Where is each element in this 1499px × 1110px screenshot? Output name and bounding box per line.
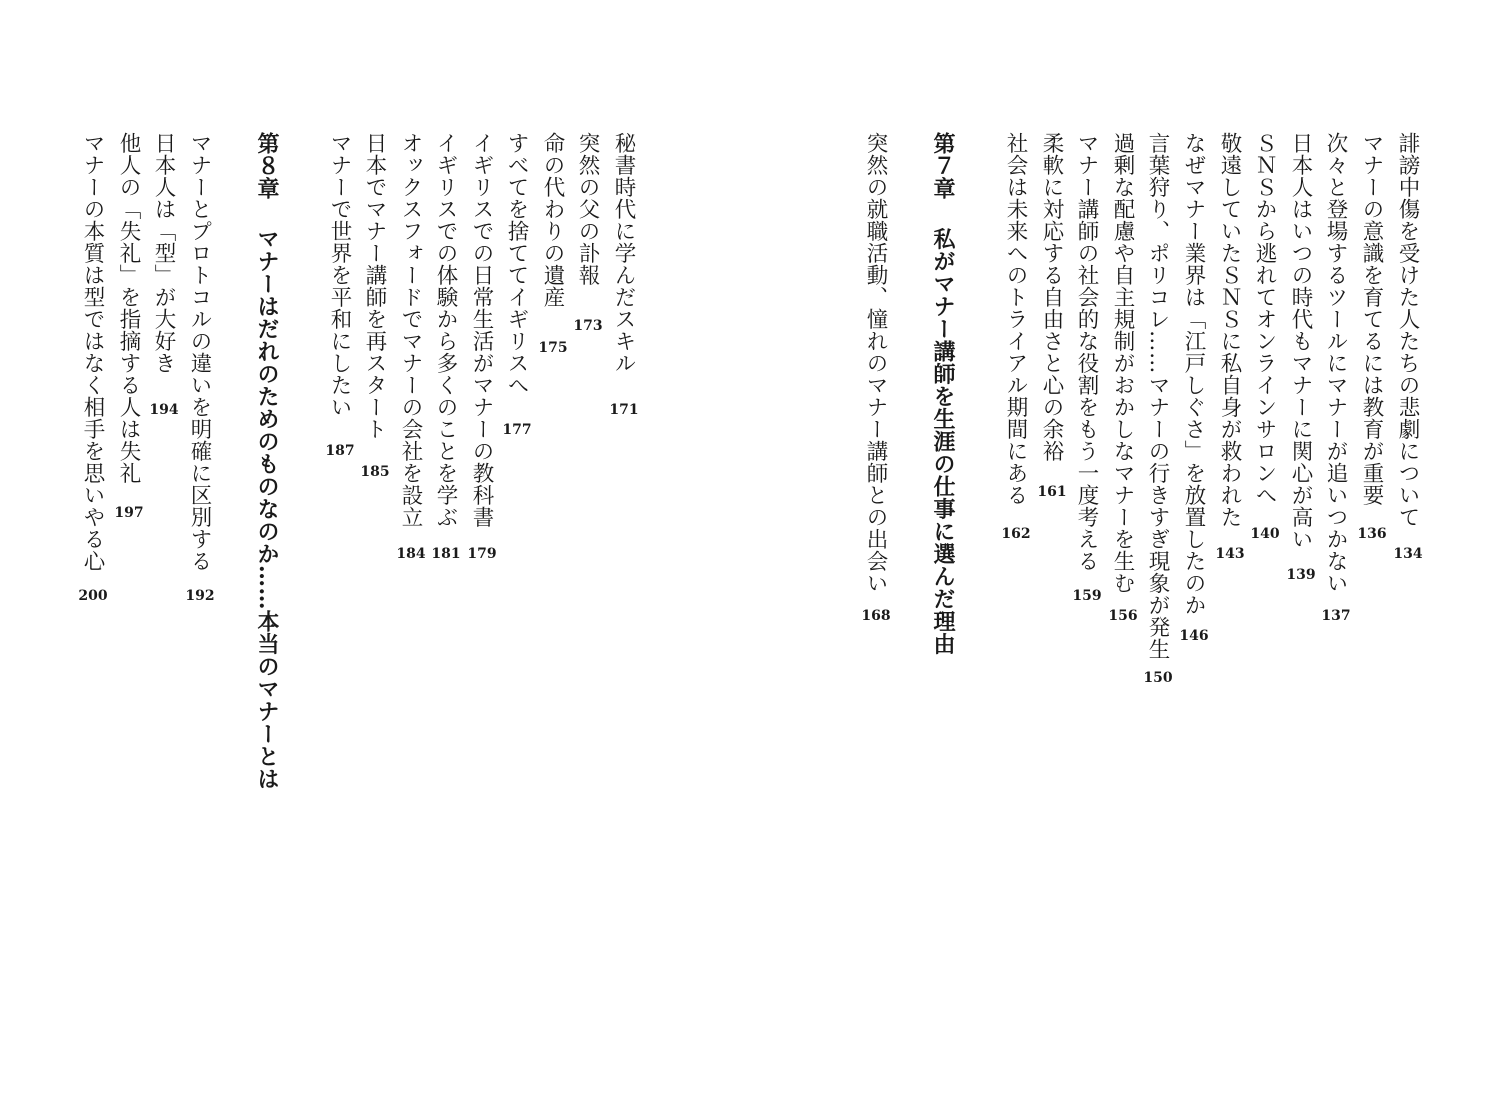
- toc-entry-title: 社会は未来へのトライアル期間にある: [1003, 132, 1028, 506]
- toc-entry: [1107, 132, 1137, 1032]
- toc-entry-title: イギリスでの日常生活がマナーの教科書: [469, 132, 494, 528]
- toc-entry-title: 突然の就職活動、憧れのマナー講師との出会い: [863, 132, 888, 594]
- toc-entry: [324, 132, 354, 1032]
- toc-entry-title: 突然の父の訃報: [575, 132, 600, 286]
- toc-page-number: 197: [114, 505, 144, 521]
- toc-page-number: 171: [609, 402, 639, 418]
- toc-page-number: 177: [502, 422, 532, 438]
- toc-entry-title: ＳＮＳから逃れてオンラインサロンへ: [1252, 132, 1277, 506]
- toc-entry-title: 日本人はいつの時代もマナーに関心が高い: [1288, 132, 1313, 550]
- toc-entry: [608, 132, 638, 1032]
- toc-page-number: 150: [1143, 670, 1173, 686]
- toc-entry-title: 過剰な配慮や自主規制がおかしなマナーを生む: [1110, 132, 1135, 594]
- toc-page-number: 173: [573, 318, 603, 334]
- toc-entry: [572, 132, 602, 1032]
- toc-page-number: 161: [1037, 484, 1067, 500]
- toc-entry-title: 他人の「失礼」を指摘する人は失礼: [116, 132, 141, 484]
- toc-page-number: 185: [360, 464, 390, 480]
- toc-entry: [501, 132, 531, 1032]
- toc-entry: [466, 132, 496, 1032]
- toc-entry: [1036, 132, 1066, 1032]
- toc-entry: [1000, 132, 1030, 1032]
- toc-entry: [1356, 132, 1386, 1032]
- toc-entry: [1214, 132, 1244, 1032]
- toc-entry: [148, 132, 178, 1032]
- chapter-number: 第７章: [930, 132, 956, 200]
- toc-entry: [430, 132, 460, 1032]
- chapter-heading: [928, 132, 958, 1032]
- toc-page-number: 187: [325, 443, 355, 459]
- toc-entry: [1142, 132, 1172, 1032]
- chapter-title: マナーはだれのためのものなのか……本当のマナーとは: [254, 227, 280, 790]
- toc-page-number: 175: [538, 340, 568, 356]
- toc-entry-title: 誹謗中傷を受けた人たちの悲劇について: [1395, 132, 1420, 528]
- toc-entry-title: なぜマナー業界は「江戸しぐさ」を放置したのか: [1181, 132, 1206, 616]
- toc-entry-title: 敬遠していたＳＮＳに私自身が救われた: [1217, 132, 1242, 528]
- toc-entry: [1392, 132, 1422, 1032]
- toc-page-number: 179: [467, 546, 497, 562]
- toc-entry: [184, 132, 214, 1032]
- toc-entry: [395, 132, 425, 1032]
- toc-page-number: 156: [1108, 608, 1138, 624]
- toc-page-number: 159: [1072, 588, 1102, 604]
- toc-entry-title: 秘書時代に学んだスキル: [611, 132, 636, 374]
- toc-entry: [113, 132, 143, 1032]
- toc-entry-title: 次々と登場するツールにマナーが追いつかない: [1323, 132, 1348, 594]
- toc-entry: [359, 132, 389, 1032]
- toc-page-number: 140: [1250, 526, 1280, 542]
- toc-entry-title: マナーの意識を育てるには教育が重要: [1359, 132, 1384, 506]
- toc-page-number: 184: [396, 546, 426, 562]
- toc-entry-title: マナーとプロトコルの違いを明確に区別する: [187, 132, 212, 572]
- toc-entry-title: 命の代わりの遺産: [540, 132, 565, 308]
- toc-entry: [1071, 132, 1101, 1032]
- toc-page-number: 139: [1286, 567, 1316, 583]
- chapter-title: 私がマナー講師を生涯の仕事に選んだ理由: [930, 227, 956, 655]
- toc-entry-title: マナー講師の社会的な役割をもう一度考える: [1074, 132, 1099, 572]
- toc-entry-title: 柔軟に対応する自由さと心の余裕: [1039, 132, 1064, 462]
- toc-entry-title: イギリスでの体験から多くのことを学ぶ: [433, 132, 458, 528]
- toc-page-number: 200: [78, 588, 108, 604]
- toc-page-number: 137: [1321, 608, 1351, 624]
- toc-entry-title: 言葉狩り、ポリコレ……マナーの行きすぎ現象が発生: [1145, 132, 1170, 660]
- toc-page-number: 162: [1001, 526, 1031, 542]
- toc-entry: [537, 132, 567, 1032]
- toc-entry: [1178, 132, 1208, 1032]
- chapter-heading: [252, 132, 282, 1032]
- toc-entry-title: 日本でマナー講師を再スタート: [362, 132, 387, 440]
- toc-entry: [1249, 132, 1279, 1032]
- toc-entry-title: 日本人は「型」が大好き: [151, 132, 176, 374]
- toc-entry: [77, 132, 107, 1032]
- toc-entry-title: マナーで世界を平和にしたい: [327, 132, 352, 418]
- toc-page-number: 136: [1357, 526, 1387, 542]
- toc-entry-title: すべてを捨ててイギリスへ: [504, 132, 529, 396]
- toc-page-number: 181: [431, 546, 461, 562]
- toc-page-number: 168: [861, 608, 891, 624]
- toc-page-number: 146: [1179, 628, 1209, 644]
- toc-page-number: 134: [1393, 546, 1423, 562]
- toc-page-number: 194: [149, 402, 179, 418]
- toc-entry-title: オックスフォードでマナーの会社を設立: [398, 132, 423, 528]
- chapter-number: 第８章: [254, 132, 280, 200]
- toc-page-number: 192: [185, 588, 215, 604]
- toc-entry: [860, 132, 890, 1032]
- toc-entry-title: マナーの本質は型ではなく相手を思いやる心: [80, 132, 105, 572]
- toc-page-number: 143: [1215, 546, 1245, 562]
